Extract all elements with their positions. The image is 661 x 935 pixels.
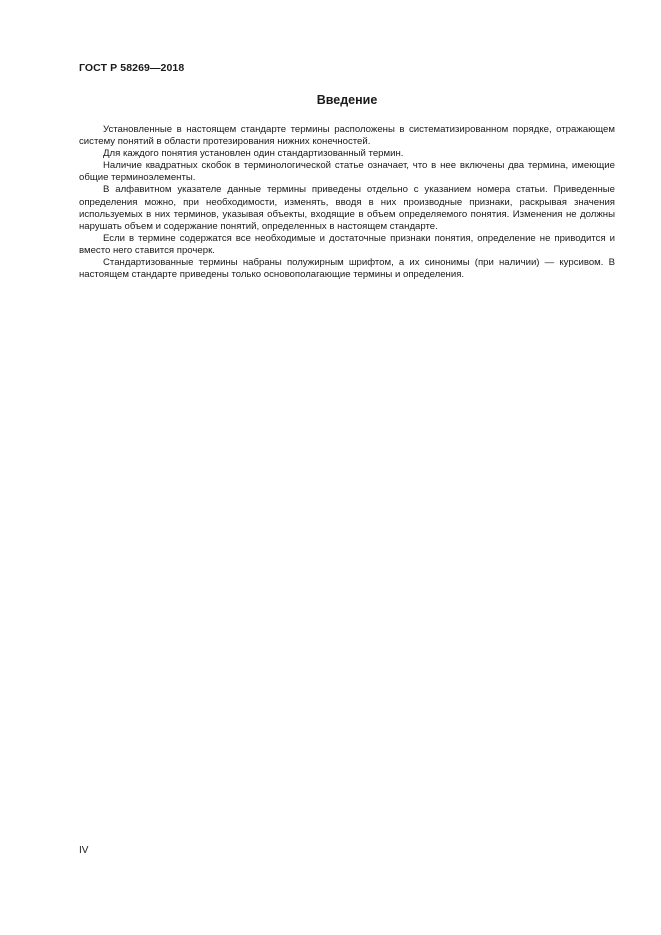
paragraph-typography: Стандартизованные термины набраны полужирным шрифтом, а их синонимы (при наличии) — курсивом. В настоящем стандарте приведены только основополагающие термины и определения. <box>79 257 615 281</box>
paragraph-single-term: Для каждого понятия установлен один стандартизованный термин. <box>103 148 404 160</box>
document-header-standard-code: ГОСТ Р 58269—2018 <box>79 62 185 74</box>
section-title: Введение <box>316 93 378 107</box>
section-body <box>79 124 615 281</box>
paragraph-dash-definition: Если в термине содержатся все необходимые и достаточные признаки понятия, определение не приводится и вместо него ставится прочерк. <box>79 232 615 256</box>
page-number: IV <box>79 845 89 856</box>
paragraph-term-arrangement: Установленные в настоящем стандарте термины расположены в систематизированном порядке, отражающем систему понятий в области протезирования нижних конечностей. <box>79 124 615 148</box>
paragraph-square-brackets: Наличие квадратных скобок в терминологической статье означает, что в нее включены два термина, имеющие общие терминоэлементы. <box>79 160 615 184</box>
paragraph-alphabetical-index: В алфавитном указателе данные термины приведены отдельно с указанием номера статьи. Приведенные определения можно, при необходимости, изменять, вводя в них производные признаки, раскрывая значения используемых в них терминов, указывая объекты, входящие в объем определяемого понятия. Изменения не должны нарушать объем и содержание понятий, определенных в настоящем стандарте. <box>79 184 615 232</box>
